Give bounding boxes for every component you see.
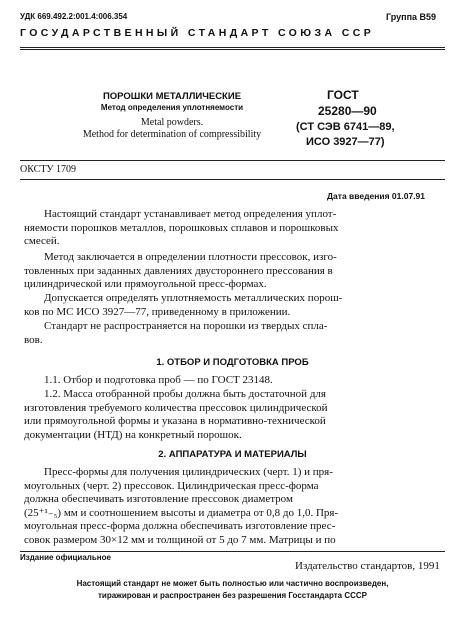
footer-rule [20,551,445,552]
text-line: Метод заключается в определении плотности прессовок, изго- [44,251,337,263]
intro-paragraph-3 [24,292,436,319]
section-2-heading: 2. АППАРАТУРА И МАТЕРИАЛЫ [158,449,307,460]
text-line: моугольная пресс-форма должна обеспечивать изготовление прес- [24,520,336,532]
section-1-item-1 [24,374,436,388]
okstu-code: ОКСТУ 1709 [20,164,77,175]
gost-label: ГОСТ [327,88,359,102]
text-line: изготовления требуемого количества прессовок цилиндрической [24,401,328,414]
text-line: смесей. [24,235,60,247]
section-2-paragraph [24,466,436,547]
text-line: товленных при заданных давлениях двустороннего прессования в [24,264,333,277]
text-line: Стандарт не распространяется на порошки из твердых спла- [44,320,328,332]
okstu-rule [20,179,445,180]
text-line: Пресс-формы для получения цилиндрических (черт. 1) и пря- [44,466,333,478]
section-1-heading: 1. ОТБОР И ПОДГОТОВКА ПРОБ [156,357,309,368]
text-line: моугольных (черт. 2) прессовок. Цилиндрическая пресс-форма [24,479,319,492]
header-rule-top-2 [20,49,445,50]
intro-paragraph-1 [24,208,436,249]
date-of-introduction: Дата введения 01.07.91 [327,191,425,201]
intro-paragraph-4 [24,320,436,347]
text-line: цилиндрической или прямоугольной пресс-формах. [24,278,267,290]
text-line: няемости порошков металлов, порошковых сплавов и порошковых [24,221,339,234]
text-line: 1.2. Масса отобранной пробы должна быть достаточной для [44,388,326,400]
text-line: должна обеспечивать изготовление прессовок диаметром [24,493,293,505]
publisher: Издательство стандартов, 1991 [295,560,440,572]
udk-code: УДК 669.492.2:001.4:006.354 [20,12,128,21]
header-rule-top [20,47,445,48]
group-code: Группа В59 [386,12,437,22]
text-line: Настоящий стандарт устанавливает метод определения уплот- [44,208,337,220]
document-title: ПОРОШКИ МЕТАЛЛИЧЕСКИЕ [102,91,242,102]
section-1-item-2 [24,388,436,442]
document-subtitle: Метод определения уплотняемости [100,103,244,112]
standard-title: ГОСУДАРСТВЕННЫЙ СТАНДАРТ СОЮЗА ССР [20,27,375,39]
text-line: документации (НТД) на конкретный порошок. [24,428,242,441]
gost-number: 25280—90 [318,104,377,118]
text-line: вов. [24,333,43,346]
copyright-notice-1: Настоящий стандарт не может быть полностью или частично воспроизведен, [76,579,389,588]
english-title-1: Metal powders. [140,117,204,128]
text-line: (25⁺¹₋₅) мм и соотношением высоты и диаметра от 0,8 до 1,0. Пря- [24,506,339,519]
english-title-2: Method for determination of compressibility [82,129,262,140]
text-line: ков по МС ИСО 3927—77, приведенному в приложении. [24,305,291,318]
copyright-notice-2: тиражирован и распространен без разрешения Госстандарта СССР [98,591,367,600]
text-line: совок размером 30×12 мм и толщиной от 5 до 7 мм. Матрицы и по [24,533,336,546]
iso-reference: ИСО 3927—77) [306,136,385,148]
intro-paragraph-2 [24,251,436,292]
text-line: Допускается определять уплотняемость металлических порош- [44,292,343,304]
text-line: или прямоугольной формы и указана в нормативно-технической [24,415,326,427]
official-edition: Издание официальное [20,553,111,562]
st-sev-reference: (СТ СЭВ 6741—89, [296,121,395,133]
title-rule [20,160,445,161]
text-line: 1.1. Отбор и подготовка проб — по ГОСТ 23148. [44,374,273,386]
